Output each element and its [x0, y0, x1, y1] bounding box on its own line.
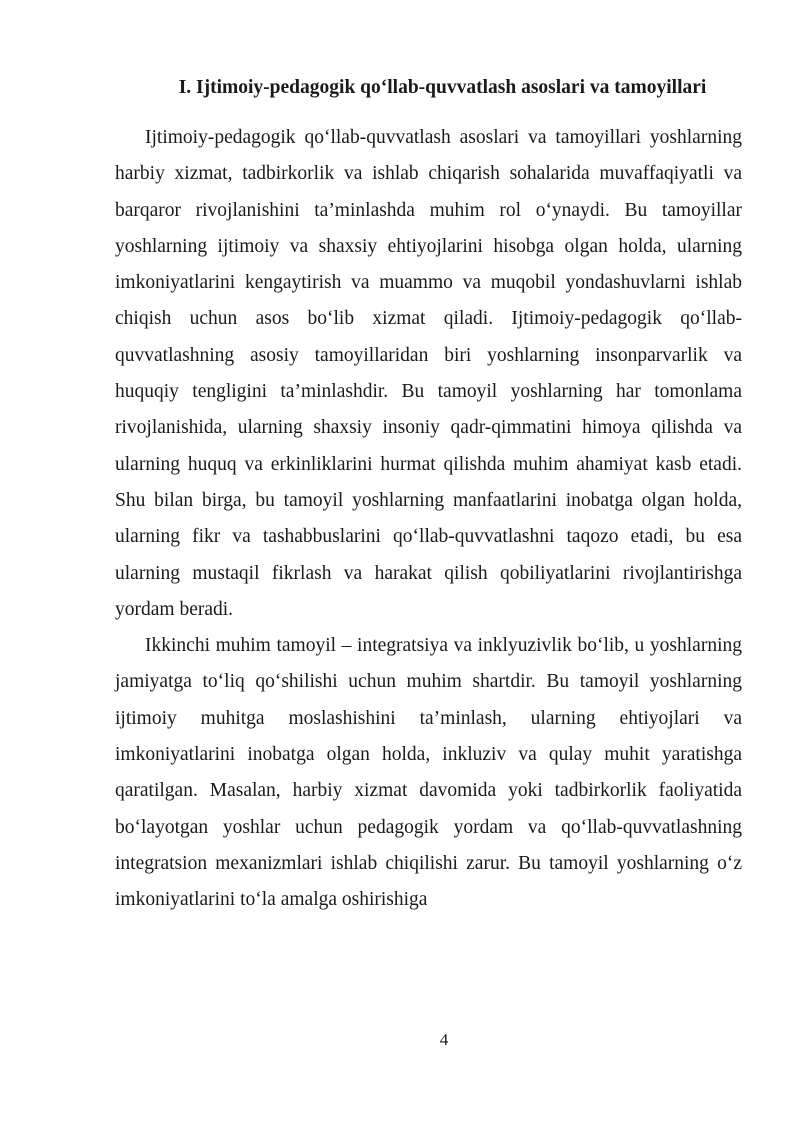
paragraph-integration-inclusivity: Ikkinchi muhim tamoyil – integratsiya va inklyuzivlik bo‘lib, u yoshlarning jamiyatga to‘liq qo‘shilishi uchun muhim shartdir. Bu tamoyil yoshlarning ijtimoiy muhitga moslashishini ta’minlash, ularning ehtiyojlari va imkoniyatlarini inobatga olgan holda, inkluziv va qulay muhit yaratishga qaratilgan. Masalan, harbiy xizmat davomida yoki tadbirkorlik faoliyatida bo‘layotgan yoshlar uchun pedagogik yordam va qo‘llab-quvvatlashning integratsion mexanizmlari ishlab chiqilishi zarur. Bu tamoyil yoshlarning o‘z imkoniyatlarini to‘la amalga oshirishiga: [115, 635, 742, 911]
page-number: 4: [439, 1030, 449, 1049]
document-page: [115, 70, 742, 919]
section-heading: I. Ijtimoiy-pedagogik qo‘llab-quvvatlash asoslari va tamoyillari: [178, 77, 707, 98]
paragraph-principles-intro: Ijtimoiy-pedagogik qo‘llab-quvvatlash asoslari va tamoyillari yoshlarning harbiy xizmat, tadbirkorlik va ishlab chiqarish sohalarida muvaffaqiyatli va barqaror rivojlanishini ta’minlashda muhim rol o‘ynaydi. Bu tamoyillar yoshlarning ijtimoiy va shaxsiy ehtiyojlarini hisobga olgan holda, ularning imkoniyatlarini kengaytirish va muammo va muqobil yondashuvlarni ishlab chiqish uchun asos bo‘lib xizmat qiladi. Ijtimoiy-pedagogik qo‘llab-quvvatlashning asosiy tamoyillaridan biri yoshlarning insonparvarlik va huquqiy tengligini ta’minlashdir. Bu tamoyil yoshlarning har tomonlama rivojlanishida, ularning shaxsiy insoniy qadr-qimmatini himoya qilishda va ularning huquq va erkinliklarini hurmat qilishda muhim ahamiyat kasb etadi. Shu bilan birga, bu tamoyil yoshlarning manfaatlarini inobatga olgan holda, ularning fikr va tashabbuslarini qo‘llab-quvvatlashni taqozo etadi, bu esa ularning mustaqil fikrlash va harakat qilish qobiliyatlarini rivojlantirishga yordam beradi.: [115, 127, 742, 620]
